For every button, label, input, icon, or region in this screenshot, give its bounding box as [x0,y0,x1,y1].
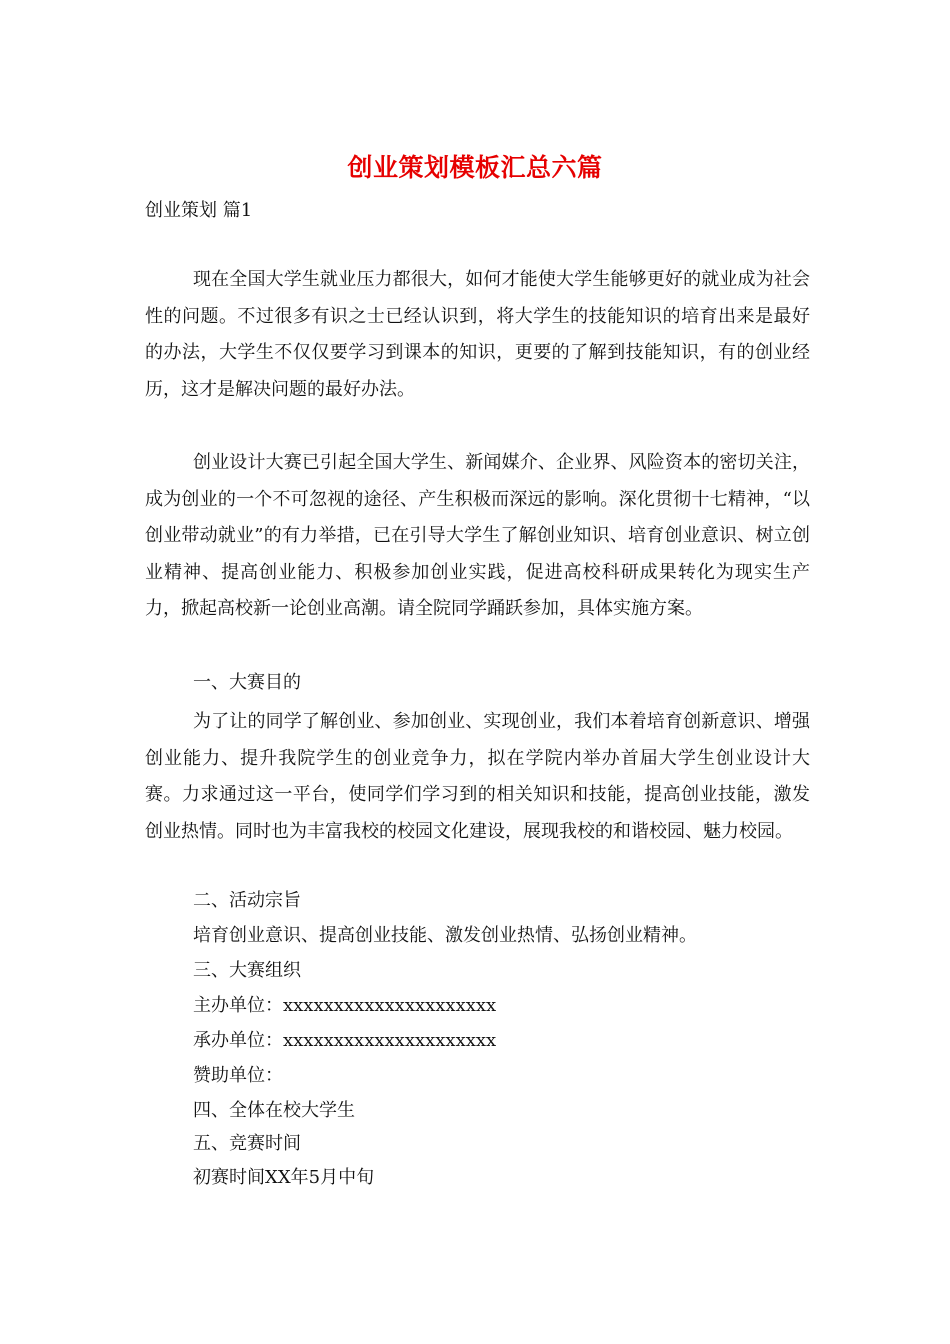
aim-text: 培育创业意识、提高创业技能、激发创业热情、弘扬创业精神。 [193,925,697,946]
sponsor-line: 赞助单位： [193,1065,283,1086]
paragraph-competition: 创业设计大赛已引起全国大学生、新闻媒介、企业界、风险资本的密切关注，成为创业的一个不可忽视的途径、产生积极而深远的影响。深化贯彻十七精神，“以创业带动就业”的有力举措，已在引导大学生了解创业知识、培育创业意识、树立创业精神、提高创业能力、积极参加创业实践，促进高校科研成果转化为现实生产力，掀起高校新一论创业高潮。请全院同学踊跃参加，具体实施方案。 [145,452,810,620]
heading-participants: 四、全体在校大学生 [193,1100,355,1121]
section-heading: 创业策划 篇1 [145,200,253,221]
heading-aim: 二、活动宗旨 [193,890,301,911]
organizer-line: 主办单位：xxxxxxxxxxxxxxxxxxxxx [193,995,497,1016]
paragraph-intro: 现在全国大学生就业压力都很大，如何才能使大学生能够更好的就业成为社会性的问题。不过很多有识之士已经认识到，将大学生的技能知识的培育出来是最好的办法，大学生不仅仅要学习到课本的知识，更要的了解到技能知识，有的创业经历，这才是解决问题的最好办法。 [145,269,810,400]
preliminary-time-line: 初赛时间XX年5月中旬 [193,1167,375,1188]
co-organizer-line: 承办单位：xxxxxxxxxxxxxxxxxxxxx [193,1030,497,1051]
heading-time: 五、竞赛时间 [193,1133,301,1154]
heading-purpose: 一、大赛目的 [193,672,301,693]
paragraph-purpose: 为了让的同学了解创业、参加创业、实现创业，我们本着培育创新意识、增强创业能力、提升我院学生的创业竞争力，拟在学院内举办首届大学生创业设计大赛。力求通过这一平台，使同学们学习到的相关知识和技能，提高创业技能，激发创业热情。同时也为丰富我校的校园文化建设，展现我校的和谐校园、魅力校园。 [145,711,810,842]
heading-organization: 三、大赛组织 [193,960,301,981]
document-title: 创业策划模板汇总六篇 [347,153,603,182]
